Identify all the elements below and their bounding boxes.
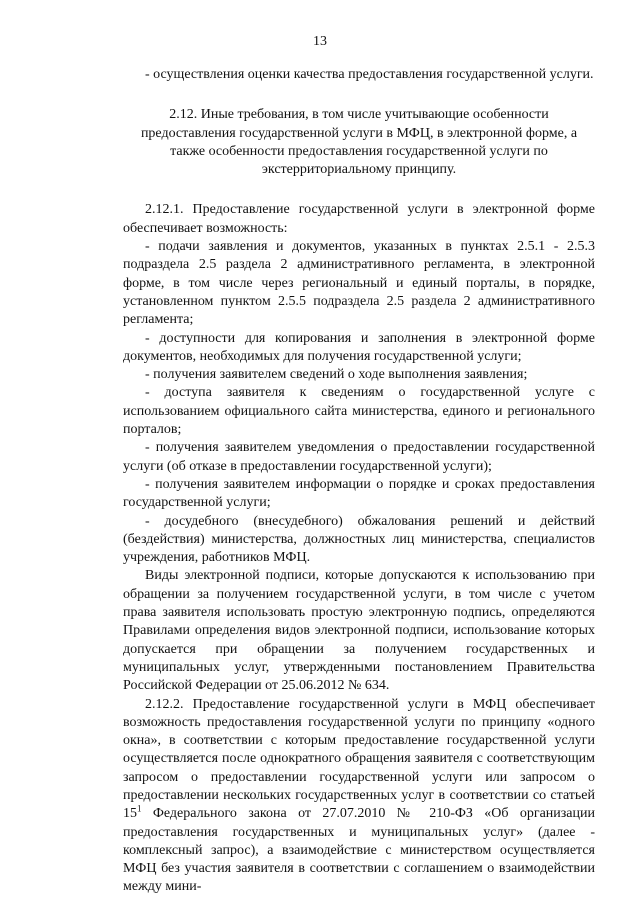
- list-item: - получения заявителем уведомления о предоставлении государственной услуги (об отказе в предоставлении государственной услуги);: [123, 440, 595, 474]
- list-item: - получения заявителем информации о порядке и сроках предоставления государственной услуги;: [123, 476, 595, 511]
- article-superscript: 1: [137, 803, 142, 814]
- paragraph-2-12-2-part2: Федерального закона от 27.07.2010 № 210-ФЗ «Об организации предоставления государственных и муниципальных услуг» (далее - комплексный запрос), а взаимодействие с министерством осуществляется МФЦ без участия заявителя в соответствии с соглашением о взаимодействии между мини-: [123, 806, 595, 895]
- body-text: [123, 66, 595, 897]
- list-item: - получения заявителем сведений о ходе выполнения заявления;: [145, 367, 528, 383]
- paragraph-signature-types: Виды электронной подписи, которые допускаются к использованию при обращении за получением государственной услуги, в том числе с учетом права заявителя использовать простую электронную подпись, определяются Правилами определения видов электронной подписи, использование которых допускается при обращении за получением государственных и муниципальных услуг, утвержденными постановлением Правительства Российской Федерации от 25.06.2012 № 634.: [123, 568, 595, 694]
- paragraph-2-12-2-part1: 2.12.2. Предоставление государственной услуги в МФЦ обеспечивает возможность предоставления государственной услуги по принципу «одного окна», в соответствии с которым предоставление государственной услуги осуществляется после однократного обращения заявителя с соответствующим запросом о предоставлении государственной услуги или запросом о предоставлении нескольких государственных услуг в соответствии со статьей 15: [123, 696, 595, 822]
- list-item: - доступа заявителя к сведениям о государственной услуге с использованием официального сайта министерства, единого и регионального порталов;: [123, 385, 595, 438]
- list-item: - досудебного (внесудебного) обжалования решений и действий (бездействия) министерства, должностных лиц министерства, специалистов учреждения, работников МФЦ.: [123, 513, 595, 566]
- capability-list: [123, 238, 595, 567]
- page-number: 13: [313, 34, 327, 49]
- paragraph-2-12-2: [123, 696, 595, 897]
- intro-item: - осуществления оценки качества предоставления государственной услуги.: [145, 67, 594, 82]
- list-item: - доступности для копирования и заполнения в электронной форме документов, необходимых для получения государственной услуги;: [123, 330, 595, 364]
- paragraph-2-12-1: 2.12.1. Предоставление государственной услуги в электронной форме обеспечивает возможность:: [123, 202, 595, 236]
- list-item: - подачи заявления и документов, указанных в пунктах 2.5.1 - 2.5.3 подраздела 2.5 раздела 2 административного регламента, в электронной форме, в том числе через региональный и единый порталы, в порядке, установленном пунктом 2.5.5 подраздела 2.5 раздела 2 административного регламента;: [123, 239, 595, 328]
- section-heading: 2.12. Иные требования, в том числе учитывающие особенности предоставления государственной услуги в МФЦ, в электронной форме, а также особенности предоставления государственной услуги по экстерриториальному принципу.: [140, 107, 578, 178]
